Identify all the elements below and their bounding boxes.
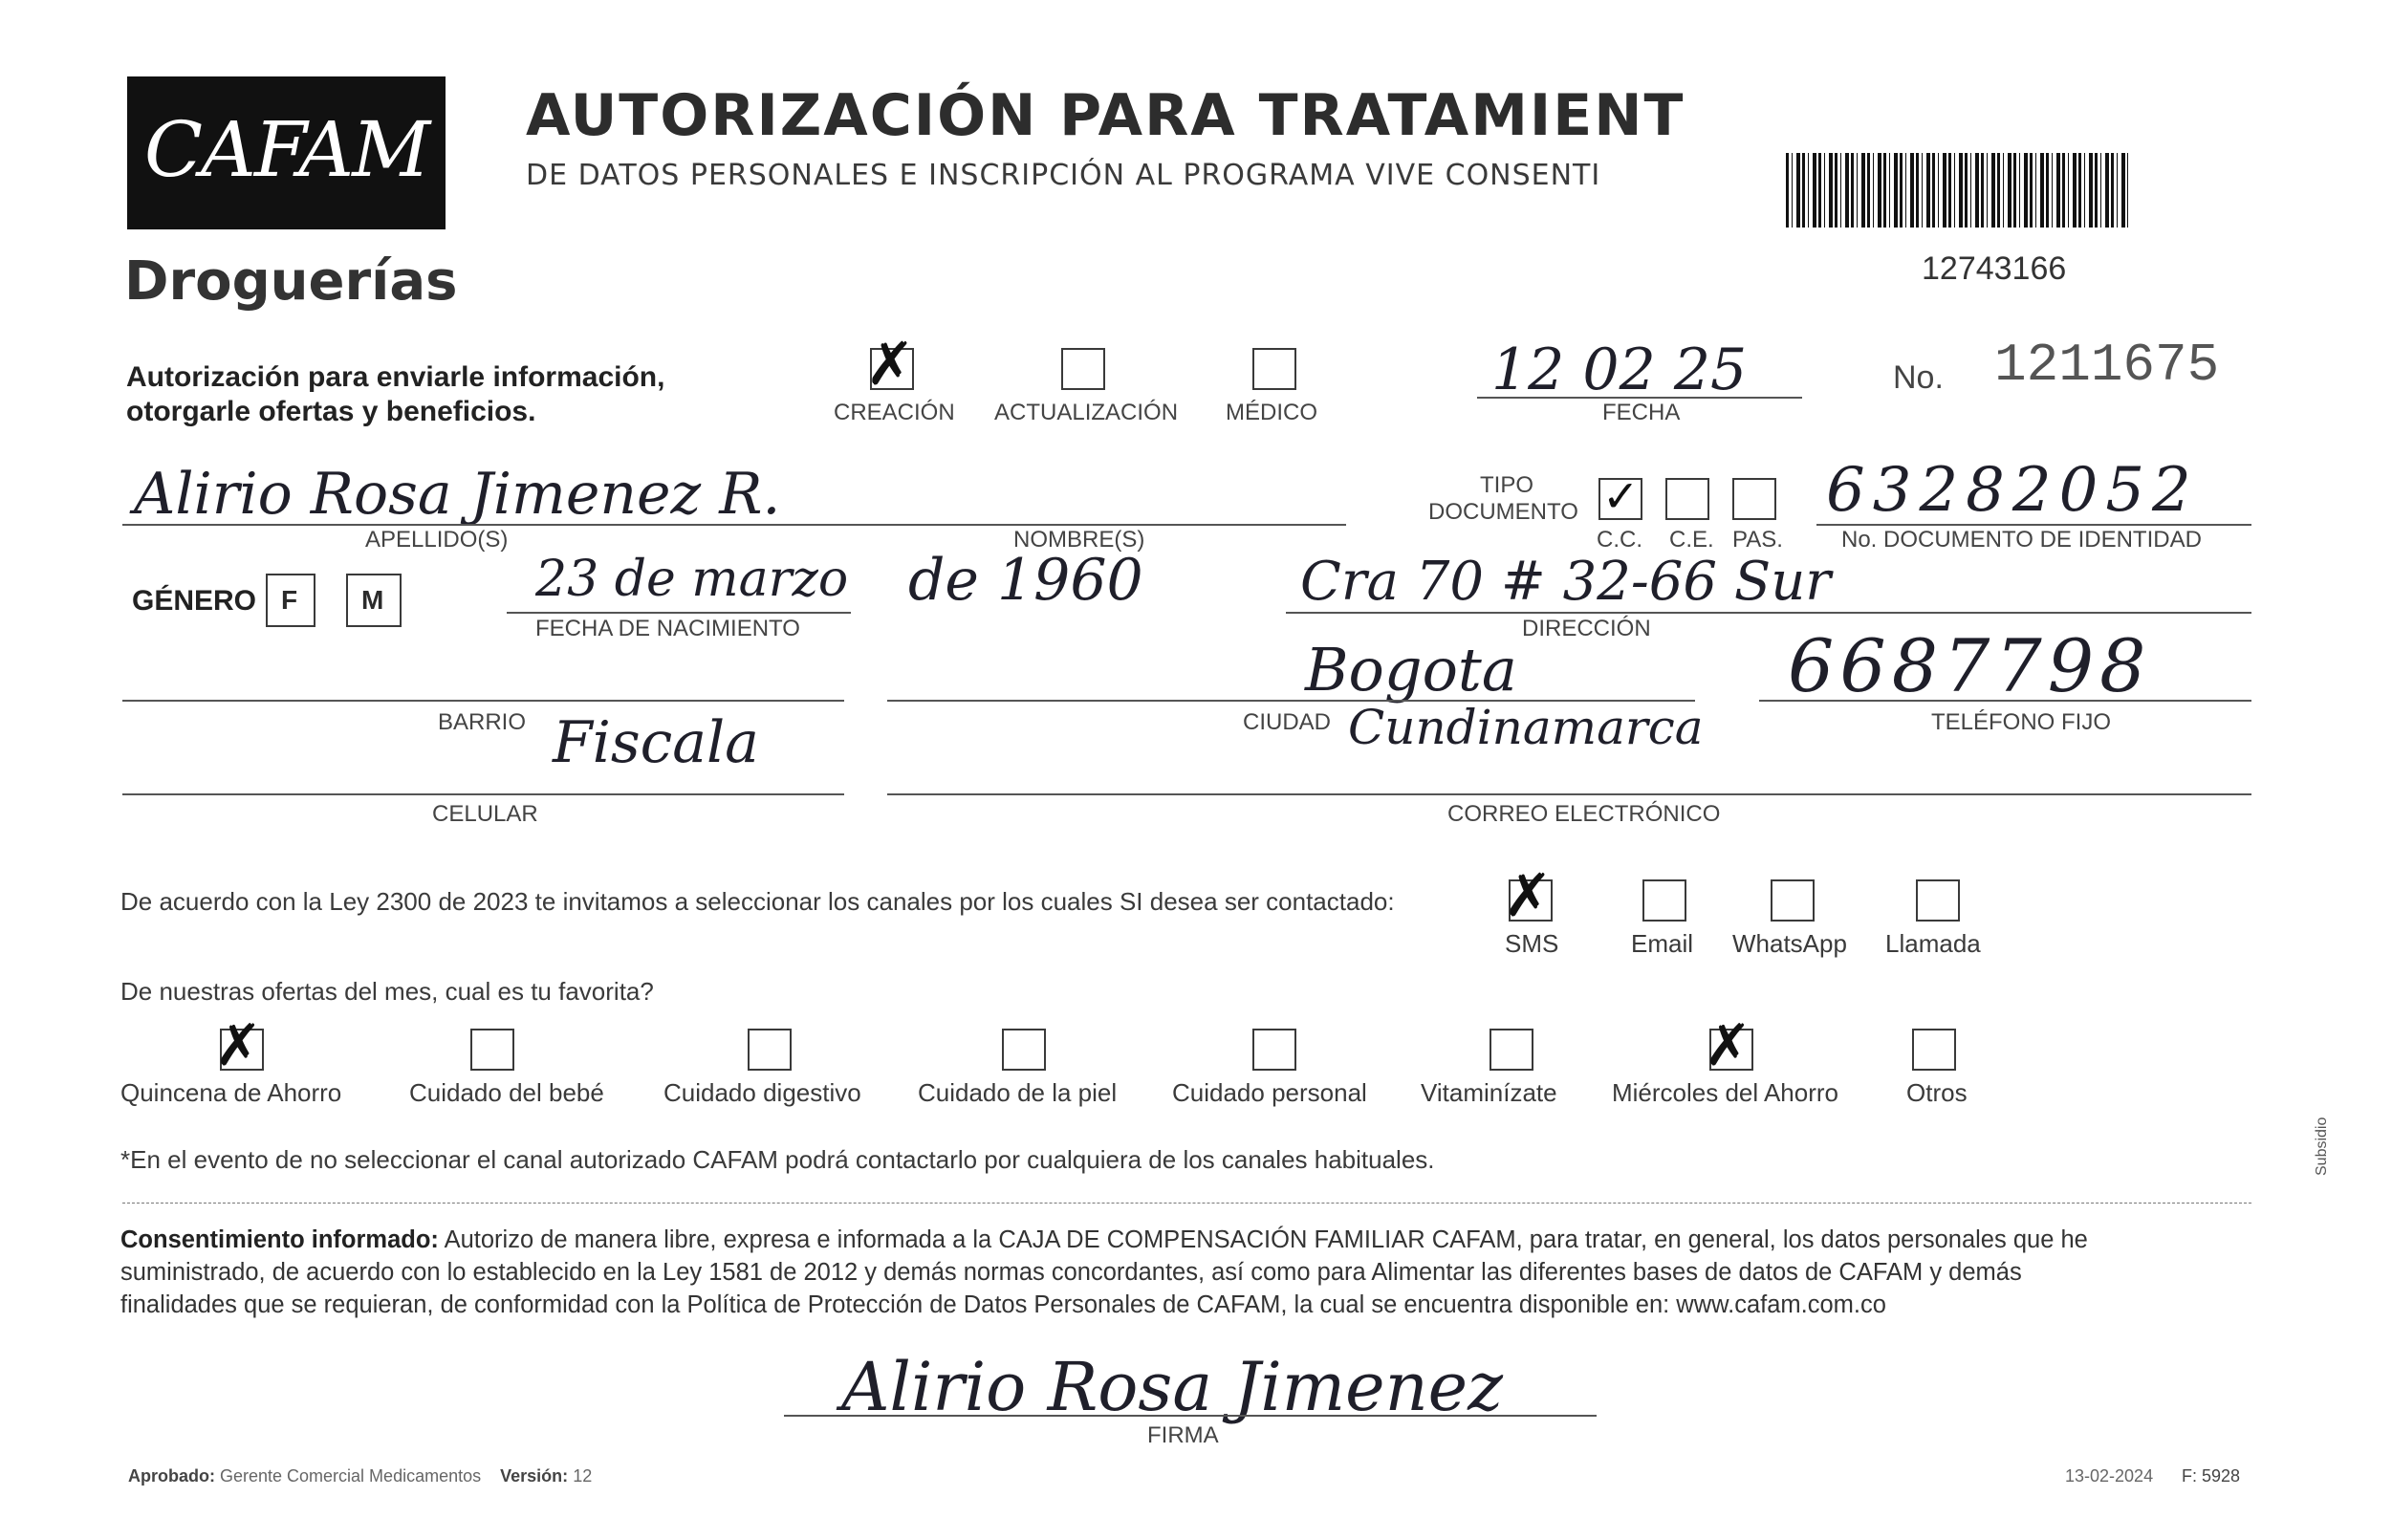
version-label: Versión:	[500, 1466, 569, 1486]
offer-piel-checkbox[interactable]	[1002, 1029, 1046, 1071]
sms-label: SMS	[1505, 929, 1559, 958]
authorization-heading-2: otorgarle ofertas y beneficios.	[126, 396, 536, 427]
actualizacion-label: ACTUALIZACIÓN	[994, 400, 1179, 425]
whatsapp-label: WhatsApp	[1732, 929, 1847, 958]
footer-date: 13-02-2024	[2065, 1466, 2154, 1486]
form-number-label: No.	[1893, 359, 1944, 396]
consent-line-1: Autorizo de manera libre, expresa e informada a la CAJA DE COMPENSACIÓN FAMILIAR CAFAM, para tratar, en general, los datos personales que he	[438, 1226, 2088, 1253]
offer-personal-label: Cuidado personal	[1172, 1078, 1367, 1107]
authorization-heading-1: Autorización para enviarle información,	[126, 361, 665, 393]
genero-label: GÉNERO	[132, 585, 257, 617]
offer-otros-checkbox[interactable]	[1912, 1029, 1956, 1071]
offer-quincena-check-mark: ✗	[214, 1012, 263, 1079]
signature-label: FIRMA	[1147, 1422, 1219, 1448]
city-value: Bogota	[1305, 635, 1517, 705]
offer-bebe-label: Cuidado del bebé	[409, 1078, 604, 1107]
email-channel-label: Email	[1631, 929, 1694, 958]
offer-miercoles-check-mark: ✗	[1704, 1012, 1752, 1079]
document-title: AUTORIZACIÓN PARA TRATAMIENT	[526, 82, 1685, 149]
consent-line-2: suministrado, de acuerdo con lo establecido en la Ley 1581 de 2012 y demás normas concordantes, así como para Alimentar las diferentes bases de datos de CAFAM y demás	[120, 1259, 2022, 1286]
sms-check-mark: ✗	[1503, 860, 1553, 930]
footer-code: F: 5928	[2182, 1466, 2241, 1486]
offer-piel-label: Cuidado de la piel	[918, 1078, 1118, 1107]
consent-heading: Consentimiento informado:	[120, 1226, 439, 1253]
doc-number-value: 63282052	[1826, 455, 2199, 526]
doc-number-label: No. DOCUMENTO DE IDENTIDAD	[1841, 527, 2202, 553]
barcode	[1786, 153, 2128, 228]
cafam-logo	[127, 76, 446, 229]
birth-date-value-1: 23 de marzo	[535, 551, 849, 608]
nombres-label: NOMBRE(S)	[1013, 527, 1145, 553]
department-value: Cundinamarca	[1348, 700, 1704, 755]
genero-f-label: F	[281, 585, 298, 615]
tipo-documento-label-2: DOCUMENTO	[1428, 499, 1578, 525]
barrio-label: BARRIO	[438, 709, 527, 735]
offer-otros-label: Otros	[1906, 1078, 1968, 1107]
address-label: DIRECCIÓN	[1522, 616, 1651, 641]
cc-label: C.C.	[1597, 527, 1642, 553]
aprobado-value: Gerente Comercial Medicamentos	[220, 1466, 482, 1486]
logo-subtitle: Droguerías	[124, 250, 458, 313]
phone-value: 6687798	[1788, 623, 2152, 708]
section-divider	[122, 1203, 2251, 1204]
version-value: 12	[573, 1466, 593, 1486]
cc-check-mark: ✓	[1602, 470, 1640, 522]
channels-text: De acuerdo con la Ley 2300 de 2023 te invitamos a seleccionar los canales por los cuales SI desea ser contactado:	[120, 887, 1395, 916]
offer-miercoles-label: Miércoles del Ahorro	[1612, 1078, 1838, 1107]
city-label: CIUDAD	[1243, 709, 1332, 735]
footer-approval	[128, 1466, 592, 1486]
email-label: CORREO ELECTRÓNICO	[1447, 801, 1721, 827]
ce-checkbox[interactable]	[1665, 478, 1709, 520]
barcode-number: 12743166	[1922, 250, 2067, 287]
address-value: Cra 70 # 32-66 Sur	[1300, 551, 1832, 613]
logo-text: CAFAM	[143, 105, 429, 194]
offer-digestivo-label: Cuidado digestivo	[663, 1078, 861, 1107]
celular-label: CELULAR	[432, 801, 538, 827]
apellidos-label: APELLIDO(S)	[365, 527, 509, 553]
consent-paragraph	[120, 1224, 2252, 1321]
phone-label: TELÉFONO FIJO	[1931, 709, 2112, 735]
offer-vitaminizate-label: Vitaminízate	[1421, 1078, 1557, 1107]
genero-m-label: M	[361, 585, 384, 615]
email-checkbox[interactable]	[1642, 879, 1686, 922]
birth-date-value-2: de 1960	[908, 547, 1143, 614]
creacion-check-mark: ✗	[865, 329, 915, 399]
signature: Alirio Rosa Jimenez	[841, 1348, 1503, 1426]
birth-date-label: FECHA DE NACIMIENTO	[535, 616, 800, 641]
tipo-documento-label-1: TIPO	[1480, 472, 1534, 498]
consent-line-3: finalidades que se requieran, de conformidad con la Política de Protección de Datos Personales de CAFAM, la cual se encuentra disponible en: www.cafam.com.co	[120, 1291, 1886, 1318]
side-subsidio-text: Subsidio	[2314, 1117, 2330, 1176]
offers-question: De nuestras ofertas del mes, cual es tu favorita?	[120, 977, 654, 1006]
document-subtitle: DE DATOS PERSONALES E INSCRIPCIÓN AL PROGRAMA VIVE CONSENTI	[526, 159, 1601, 192]
offer-personal-checkbox[interactable]	[1252, 1029, 1296, 1071]
llamada-checkbox[interactable]	[1916, 879, 1960, 922]
barrio-value: Fiscala	[553, 709, 759, 776]
offer-bebe-checkbox[interactable]	[470, 1029, 514, 1071]
pas-label: PAS.	[1732, 527, 1783, 553]
offer-quincena-label: Quincena de Ahorro	[120, 1078, 342, 1107]
pas-checkbox[interactable]	[1732, 478, 1776, 520]
form-number-value: 1211675	[1994, 335, 2220, 396]
offer-vitaminizate-checkbox[interactable]	[1490, 1029, 1533, 1071]
actualizacion-checkbox[interactable]	[1061, 348, 1105, 390]
full-name-value: Alirio Rosa Jimenez R.	[134, 461, 781, 528]
date-value: 12 02 25	[1491, 336, 1748, 403]
medico-checkbox[interactable]	[1252, 348, 1296, 390]
medico-label: MÉDICO	[1226, 400, 1317, 425]
footnote: *En el evento de no seleccionar el canal autorizado CAFAM podrá contactarlo por cualquiera de los canales habituales.	[120, 1145, 1435, 1174]
whatsapp-checkbox[interactable]	[1771, 879, 1815, 922]
ce-label: C.E.	[1669, 527, 1714, 553]
offer-digestivo-checkbox[interactable]	[748, 1029, 792, 1071]
aprobado-label: Aprobado:	[128, 1466, 215, 1486]
creacion-label: CREACIÓN	[834, 400, 955, 425]
date-label: FECHA	[1602, 400, 1681, 425]
llamada-label: Llamada	[1885, 929, 1981, 958]
